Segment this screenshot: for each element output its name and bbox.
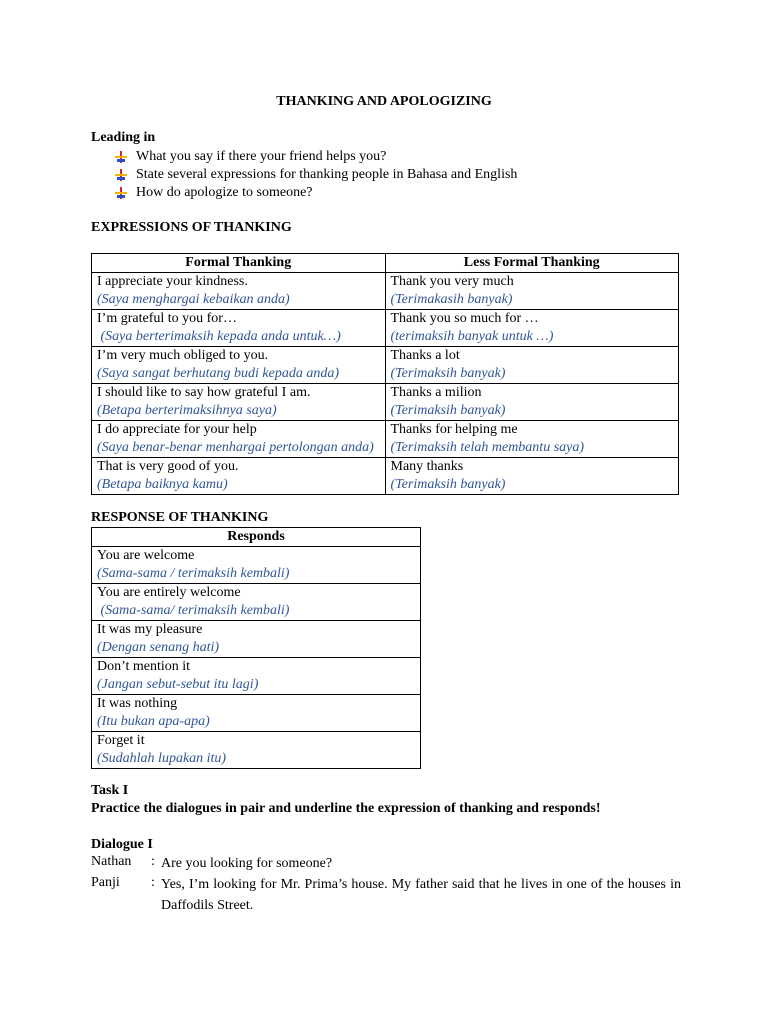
dialogue-line xyxy=(91,874,681,916)
less-formal-expression: Thank you so much for … xyxy=(390,311,539,326)
list-item xyxy=(115,184,517,202)
list-item-text: What you say if there your friend helps you? xyxy=(136,149,387,164)
table-row xyxy=(92,310,679,347)
formal-expression: I do appreciate for your help xyxy=(97,422,257,437)
table-header-row xyxy=(92,254,679,273)
formal-expression: I’m very much obliged to you. xyxy=(97,348,269,363)
response-expression: You are welcome xyxy=(97,548,195,563)
less-formal-expression: Many thanks xyxy=(390,459,464,474)
less-formal-translation: (Terimakasih banyak) xyxy=(390,292,513,307)
less-formal-expression: Thanks a milion xyxy=(390,385,482,400)
formal-cell xyxy=(92,310,386,347)
column-header-less-formal: Less Formal Thanking xyxy=(385,254,679,273)
dialogue-heading: Dialogue I xyxy=(91,837,153,852)
table-row xyxy=(92,421,679,458)
response-expression: It was my pleasure xyxy=(97,622,203,637)
dialogue-line xyxy=(91,853,681,874)
response-translation: (Sama-sama/ terimaksih kembali) xyxy=(97,603,290,618)
formal-translation: (Saya sangat berhutang budi kepada anda) xyxy=(97,366,339,381)
formal-cell xyxy=(92,347,386,384)
response-translation: (Sudahlah lupakan itu) xyxy=(97,751,227,766)
list-item-text: State several expressions for thanking people in Bahasa and English xyxy=(136,167,518,182)
less-formal-cell xyxy=(385,458,679,495)
speaker-colon: : xyxy=(151,854,155,869)
table-row xyxy=(92,621,421,658)
response-cell xyxy=(92,621,421,658)
less-formal-cell xyxy=(385,421,679,458)
arrow-bullet-icon xyxy=(115,151,127,163)
table-row xyxy=(92,458,679,495)
table-row xyxy=(92,584,421,621)
task-heading: Task I xyxy=(91,783,129,798)
response-translation: (Dengan senang hati) xyxy=(97,640,220,655)
formal-expression: That is very good of you. xyxy=(97,459,239,474)
dialogue-text: Yes, I’m looking for Mr. Prima’s house. My father said that he lives in one of the houses in Daffodils Street. xyxy=(161,877,681,913)
leading-in-heading: Leading in xyxy=(91,130,156,145)
formal-expression: I appreciate your kindness. xyxy=(97,274,248,289)
thanking-expressions-table xyxy=(91,253,679,495)
expressions-heading: EXPRESSIONS OF THANKING xyxy=(91,220,292,235)
formal-translation: (Saya menghargai kebaikan anda) xyxy=(97,292,290,307)
table-row xyxy=(92,658,421,695)
speaker-colon: : xyxy=(151,875,155,890)
less-formal-expression: Thanks for helping me xyxy=(390,422,518,437)
list-item-text: How do apologize to someone? xyxy=(136,185,313,200)
response-cell xyxy=(92,584,421,621)
task-instruction: Practice the dialogues in pair and underline the expression of thanking and responds! xyxy=(91,801,601,816)
less-formal-expression: Thanks a lot xyxy=(390,348,460,363)
less-formal-expression: Thank you very much xyxy=(390,274,514,289)
formal-cell xyxy=(92,273,386,310)
dialogue-body xyxy=(91,853,681,916)
formal-expression: I should like to say how grateful I am. xyxy=(97,385,311,400)
table-row xyxy=(92,732,421,769)
less-formal-translation: (terimaksih banyak untuk …) xyxy=(390,329,554,344)
less-formal-translation: (Terimaksih banyak) xyxy=(390,366,506,381)
formal-cell xyxy=(92,421,386,458)
list-item xyxy=(115,166,517,184)
speaker-name: Nathan xyxy=(91,854,132,869)
leading-in-list xyxy=(115,148,517,202)
less-formal-translation: (Terimaksih telah membantu saya) xyxy=(390,440,585,455)
table-row xyxy=(92,273,679,310)
less-formal-cell xyxy=(385,310,679,347)
less-formal-translation: (Terimaksih banyak) xyxy=(390,477,506,492)
response-translation: (Itu bukan apa-apa) xyxy=(97,714,210,729)
response-expression: Don’t mention it xyxy=(97,659,191,674)
speaker-name: Panji xyxy=(91,875,120,890)
response-translation: (Jangan sebut-sebut itu lagi) xyxy=(97,677,259,692)
arrow-bullet-icon xyxy=(115,187,127,199)
column-header-responds: Responds xyxy=(92,528,421,547)
dialogue-text: Are you looking for someone? xyxy=(161,856,333,871)
less-formal-cell xyxy=(385,347,679,384)
response-expression: It was nothing xyxy=(97,696,178,711)
table-row xyxy=(92,695,421,732)
response-cell xyxy=(92,658,421,695)
response-expression: You are entirely welcome xyxy=(97,585,241,600)
table-row xyxy=(92,547,421,584)
document-title: THANKING AND APOLOGIZING xyxy=(276,94,492,109)
less-formal-translation: (Terimaksih banyak) xyxy=(390,403,506,418)
formal-cell xyxy=(92,458,386,495)
list-item xyxy=(115,148,517,166)
arrow-bullet-icon xyxy=(115,169,127,181)
response-translation: (Sama-sama / terimaksih kembali) xyxy=(97,566,290,581)
formal-translation: (Betapa berterimaksihnya saya) xyxy=(97,403,277,418)
formal-translation: (Betapa baiknya kamu) xyxy=(97,477,228,492)
formal-translation: (Saya benar-benar menhargai pertolongan anda) xyxy=(97,440,374,455)
formal-translation: (Saya berterimaksih kepada anda untuk…) xyxy=(97,329,341,344)
response-cell xyxy=(92,732,421,769)
response-heading: RESPONSE OF THANKING xyxy=(91,510,269,525)
column-header-formal: Formal Thanking xyxy=(92,254,386,273)
table-header-row xyxy=(92,528,421,547)
response-cell xyxy=(92,695,421,732)
less-formal-cell xyxy=(385,273,679,310)
formal-expression: I’m grateful to you for… xyxy=(97,311,237,326)
response-cell xyxy=(92,547,421,584)
response-table xyxy=(91,527,421,769)
response-expression: Forget it xyxy=(97,733,145,748)
formal-cell xyxy=(92,384,386,421)
table-row xyxy=(92,347,679,384)
less-formal-cell xyxy=(385,384,679,421)
table-row xyxy=(92,384,679,421)
